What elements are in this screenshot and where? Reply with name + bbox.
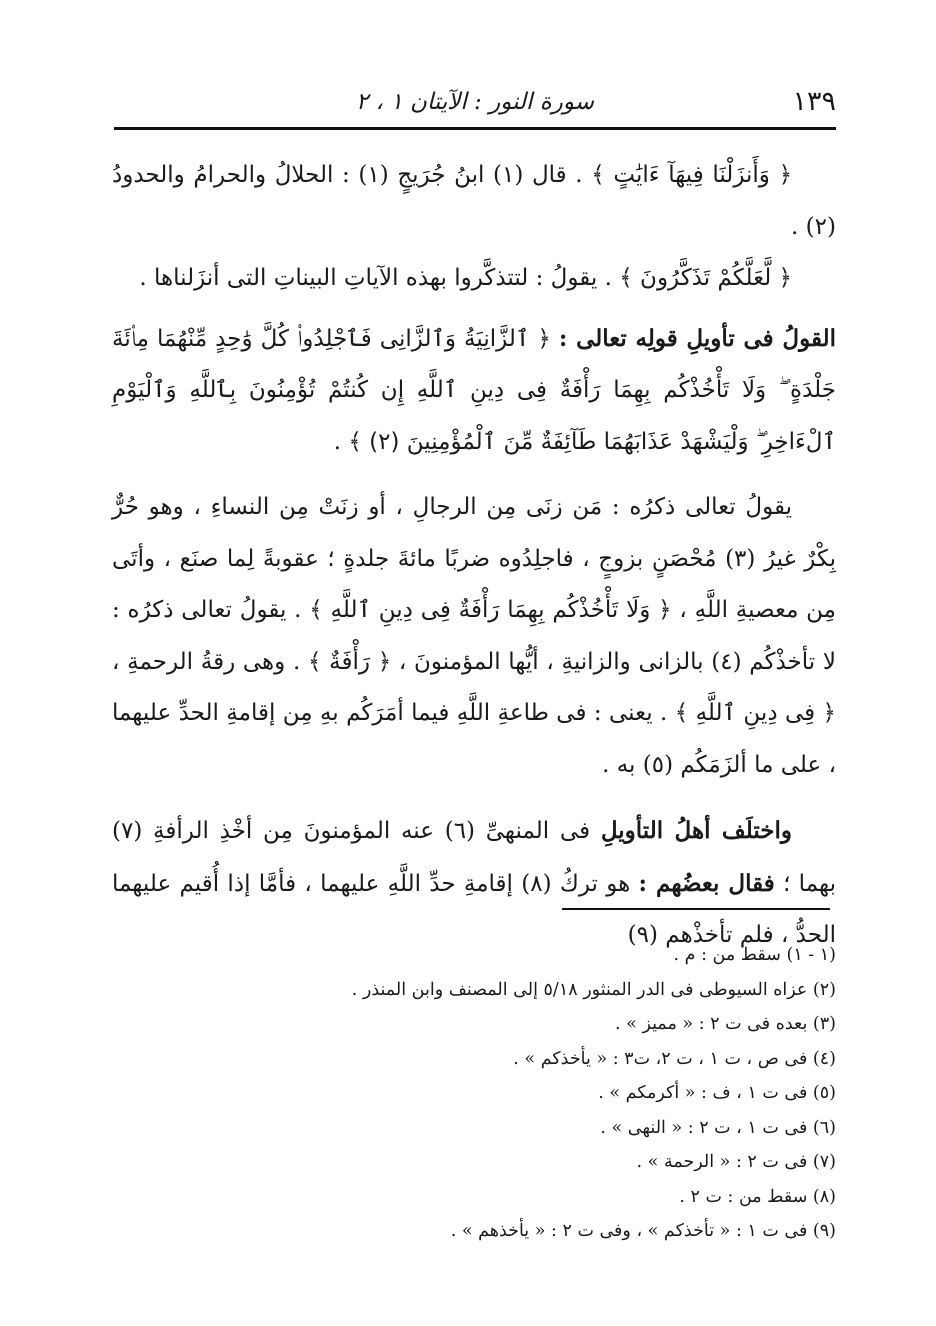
quran-verse: ٱلزَّانِيَةُ وَٱلزَّانِى فَٱجْلِدُوا۟ كُلَّ وَٰحِدٍ مِّنْهُمَا مِا۟ئَةَ جَلْدَةٍ ۖ وَلَا تَأْخُذْكُم بِهِمَا رَأْفَةٌ فِى دِينِ ٱللَّهِ إِن كُنتُمْ تُؤْمِنُونَ بِٱللَّهِ وَٱلْيَوْمِ ٱلْءَاخِرِ ۖ وَلْيَشْهَدْ عَذَابَهُمَا طَآئِفَةٌ مِّنَ ٱلْمُؤْمِنِينَ (112, 325, 836, 455)
paragraph-text: . وهى رقةُ الرحمةِ ، (112, 648, 301, 675)
ornate-bracket-close: ﴾ (348, 428, 362, 455)
footnote-rule (562, 908, 830, 910)
ornate-bracket-close: ﴾ (591, 162, 605, 188)
page-header (114, 84, 836, 120)
running-title: سورة النور : الآيتان ١ ، ٢ (355, 89, 595, 115)
footnote: (١ - ١) سقط من : م . (673, 945, 836, 965)
paragraph-text: يقولُ تعالى ذكرُه : مَن زنَى مِن الرجالِ ، أو زنَتْ مِن النساءِ ، وهو حُرٌّ بِكْرٌ غيرُ (٣) مُحْصَنٍ بزوجٍ ، فاجلِدُوه ضربًا مائةَ جلدةٍ ؛ عقوبةً لِما صنَع ، وأتَى مِن معصيةِ اللَّهِ ، (112, 494, 837, 623)
footnote: (٧) فى ت ٢ : « الرحمة » . (636, 1152, 836, 1172)
quran-quote: لَّعَلَّكُمْ تَذَكَّرُونَ (640, 265, 772, 291)
paragraph-text: . يقولُ تعالى ذكرُه : لا تأخذْكُم (٤) بالزانى والزانيةِ ، أيُّها المؤمنونَ ، (112, 597, 836, 675)
paragraph-4 (112, 482, 836, 791)
page-number: ١٣٩ (792, 86, 836, 117)
quran-quote: ﴿ وَلَا تَأْخُذْكُم بِهِمَا رَأْفَةٌ فِى دِينِ ٱللَّهِ ﴾ (309, 597, 672, 623)
section-heading: القولُ فى تأويلِ قولِه تعالى : (558, 324, 836, 352)
paragraph-text: . قال (١) ابنُ جُرَيجٍ (١) : الحلالُ والحرامُ والحدودُ (٢) . (112, 162, 836, 240)
quran-quote: وَأَنزَلْنَا فِيهَآ ءَايَٰتٍ (613, 162, 770, 188)
footnote: (٦) فى ت ١ ، ت ٢ : « النهى » . (600, 1117, 836, 1138)
paragraph-end: . (333, 428, 342, 455)
footnote: (٨) سقط من : ت ٢ . (679, 1186, 836, 1207)
footnote: (٣) بعده فى ت ٢ : « مميز » . (615, 1014, 836, 1034)
footnote: (٢) عزاه السيوطى فى الدر المنثور ٥/١٨ إلى المصنف وابن المنذر . (351, 979, 836, 1000)
paragraph-text: . يعنى : فى طاعةِ اللَّهِ فيما أمَرَكُم بهِ مِن إقامةِ الحدِّ عليهما ، على ما ألزَمَكُم (٥) به . (112, 700, 836, 778)
header-rule (114, 127, 836, 130)
ornate-bracket-close: ﴾ (619, 265, 633, 291)
quran-quote: ﴿ رَأْفَةٌ ﴾ (308, 648, 392, 675)
paragraph-1 (112, 150, 836, 253)
paragraph-2 (112, 253, 836, 305)
main-text (112, 150, 836, 962)
paragraph-text: . يقولُ : لتتذكَّروا بهذه الآياتِ البيناتِ التى أنزَلناها . (139, 265, 612, 291)
verse-number-marker: (٢) (369, 428, 400, 455)
footnotes (112, 938, 836, 1249)
ornate-bracket-open: ﴿ (537, 325, 551, 352)
paragraph-3 (112, 313, 836, 469)
footnote: (٩) فى ت ١ : « تأخذكم » ، وفى ت ٢ : « يأخذهم » . (450, 1221, 836, 1241)
ornate-bracket-open: ﴿ (778, 265, 792, 291)
paragraph-text: فى المنهىِّ (٦) عنه المؤمنونَ مِن أخْذِ الرأفةِ (٧) بهما ؛ (112, 818, 836, 897)
footnote: (٤) فى ص ، ت ١ ، ت ٢، ت٣ : « يأخذكم » . (513, 1048, 836, 1069)
footnote: (٥) فى ت ١ ، ف : « أكرمكم » . (598, 1083, 836, 1103)
ornate-bracket-open: ﴿ (778, 162, 793, 188)
quran-quote: ﴿ فِى دِينِ ٱللَّهِ ﴾ (674, 700, 837, 726)
bold-phrase: فقال بعضُهم : (638, 869, 775, 897)
paragraph-text: هو تركُ (٨) إقامةِ حدِّ اللَّهِ عليهما ، فأمَّا إذا أُقيم عليهما الحدُّ ، فلم تأخذْهم (٩) (112, 870, 836, 948)
bold-phrase: واختلَف أهلُ التأويلِ (600, 817, 793, 844)
